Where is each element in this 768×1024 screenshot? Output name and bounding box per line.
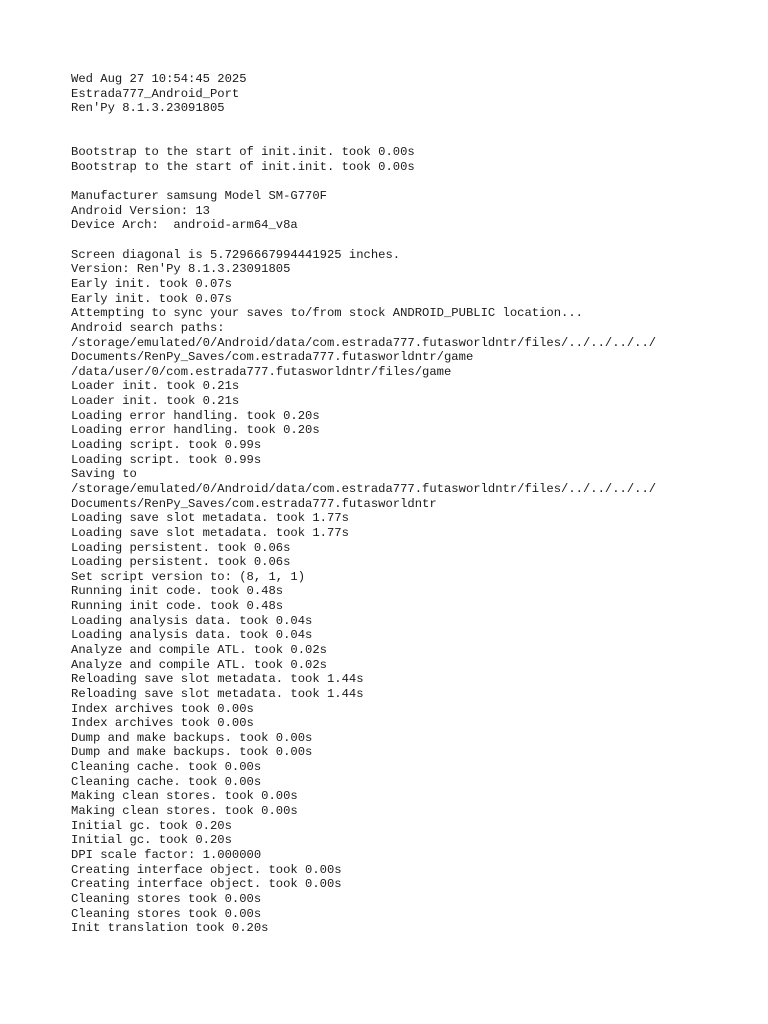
log-line: /storage/emulated/0/Android/data/com.estrada777.futasworldntr/files/../../../../ — [71, 481, 657, 496]
log-line: Loading save slot metadata. took 1.77s — [71, 511, 349, 526]
log-text-block — [71, 72, 751, 936]
blank-line — [71, 174, 751, 189]
log-line: Index archives took 0.00s — [71, 701, 254, 716]
log-line: Early init. took 0.07s — [71, 276, 232, 291]
log-line: Saving to — [71, 467, 137, 482]
log-line: /storage/emulated/0/Android/data/com.estrada777.futasworldntr/files/../../../../ — [71, 335, 657, 350]
log-line: Bootstrap to the start of init.init. took 0.00s — [71, 145, 415, 160]
log-line: Running init code. took 0.48s — [71, 584, 284, 599]
blank-line — [71, 233, 751, 248]
blank-line — [71, 131, 751, 146]
log-line: Documents/RenPy_Saves/com.estrada777.futasworldntr/game — [71, 350, 474, 365]
log-line: Loading analysis data. took 0.04s — [71, 628, 313, 643]
log-line: Dump and make backups. took 0.00s — [71, 730, 313, 745]
log-line: Loading error handling. took 0.20s — [71, 423, 320, 438]
log-line: Documents/RenPy_Saves/com.estrada777.futasworldntr — [71, 496, 437, 511]
log-line: Loader init. took 0.21s — [71, 379, 240, 394]
log-line: Bootstrap to the start of init.init. took 0.00s — [71, 159, 415, 174]
log-line: Analyze and compile ATL. took 0.02s — [71, 657, 327, 672]
log-line: Creating interface object. took 0.00s — [71, 877, 342, 892]
log-line: Running init code. took 0.48s — [71, 599, 284, 614]
log-line: Device Arch: android-arm64_v8a — [71, 218, 298, 233]
log-line: Loading script. took 0.99s — [71, 452, 262, 467]
log-line: Version: Ren'Py 8.1.3.23091805 — [71, 262, 291, 277]
log-line: Early init. took 0.07s — [71, 291, 232, 306]
log-line: Android search paths: — [71, 320, 225, 335]
log-line: Set script version to: (8, 1, 1) — [71, 569, 306, 584]
log-line: Attempting to sync your saves to/from stock ANDROID_PUBLIC location... — [71, 306, 583, 321]
log-line: Initial gc. took 0.20s — [71, 833, 232, 848]
log-line: Manufacturer samsung Model SM-G770F — [71, 189, 327, 204]
log-line: Wed Aug 27 10:54:45 2025 — [71, 72, 247, 86]
log-line: Loader init. took 0.21s — [71, 394, 240, 409]
log-line: Loading analysis data. took 0.04s — [71, 613, 313, 628]
log-line: Screen diagonal is 5.7296667994441925 inches. — [71, 247, 401, 262]
log-line: Analyze and compile ATL. took 0.02s — [71, 642, 327, 657]
log-line: Reloading save slot metadata. took 1.44s — [71, 672, 364, 687]
log-line: Dump and make backups. took 0.00s — [71, 745, 313, 760]
log-line: Cleaning stores took 0.00s — [71, 906, 262, 921]
log-line: Reloading save slot metadata. took 1.44s — [71, 686, 364, 701]
log-line: Loading persistent. took 0.06s — [71, 555, 291, 570]
log-line: Making clean stores. took 0.00s — [71, 804, 298, 819]
log-line: Loading script. took 0.99s — [71, 438, 262, 453]
log-line: Loading persistent. took 0.06s — [71, 540, 291, 555]
log-line: Ren'Py 8.1.3.23091805 — [71, 101, 225, 116]
log-line: DPI scale factor: 1.000000 — [71, 847, 262, 862]
log-line: Cleaning cache. took 0.00s — [71, 760, 262, 775]
log-line: Cleaning stores took 0.00s — [71, 891, 262, 906]
blank-line — [71, 116, 751, 131]
log-line: Loading save slot metadata. took 1.77s — [71, 525, 349, 540]
log-line: Loading error handling. took 0.20s — [71, 408, 320, 423]
log-line: Init translation took 0.20s — [71, 921, 269, 936]
log-line: Initial gc. took 0.20s — [71, 818, 232, 833]
log-line: Creating interface object. took 0.00s — [71, 862, 342, 877]
log-line: Making clean stores. took 0.00s — [71, 789, 298, 804]
log-line: Estrada777_Android_Port — [71, 86, 240, 101]
log-line: Android Version: 13 — [71, 203, 210, 218]
log-line: Index archives took 0.00s — [71, 716, 254, 731]
log-line: Cleaning cache. took 0.00s — [71, 774, 262, 789]
log-line: /data/user/0/com.estrada777.futasworldntr/files/game — [71, 364, 452, 379]
